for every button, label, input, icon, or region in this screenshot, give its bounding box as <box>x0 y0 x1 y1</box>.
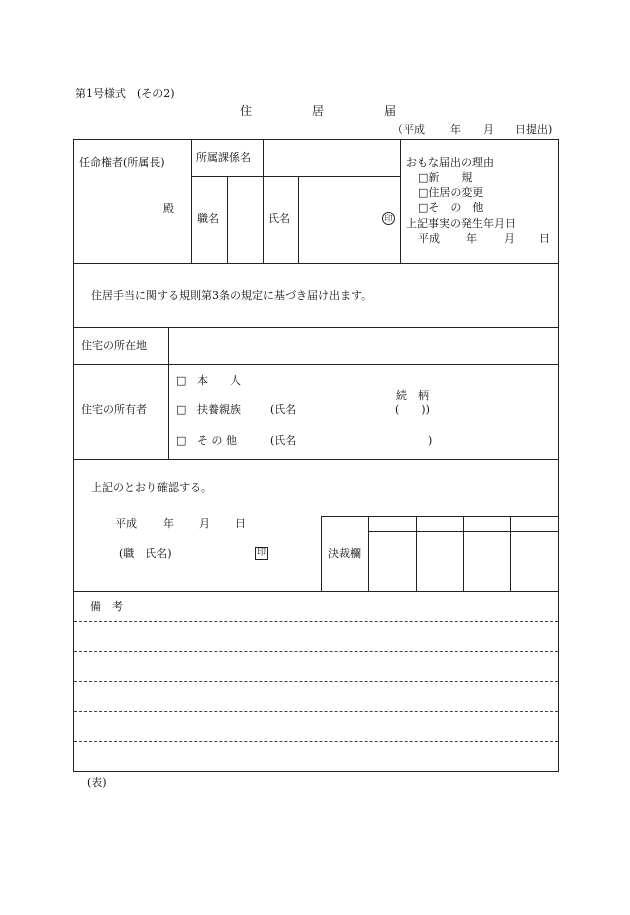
approval-col-1 <box>416 516 417 591</box>
dependent-name-open: (氏名 <box>270 403 297 416</box>
form-title-char-3: 届 <box>384 104 397 118</box>
occ-era: 平成 <box>418 232 440 245</box>
applicant-seal <box>382 212 395 225</box>
submit-date-day: 日提出) <box>515 123 553 136</box>
occ-day: 日 <box>539 232 550 245</box>
owner-other-checkbox[interactable]: □ <box>176 434 187 447</box>
reason-new[interactable]: □新 規 <box>418 171 473 184</box>
relation-paren: ( )) <box>395 403 430 416</box>
sec1-vline-e <box>298 176 299 263</box>
other-name-close: ) <box>428 434 433 447</box>
sec1-vline-a <box>191 139 192 263</box>
location-label: 住宅の所在地 <box>81 339 147 352</box>
appointer-label: 任命権者(所属長) <box>79 156 165 169</box>
approval-cell-1[interactable] <box>370 533 414 589</box>
form-frame <box>73 139 559 772</box>
submit-date-year: 年 <box>450 123 461 136</box>
official-seal <box>255 546 268 560</box>
approval-divider <box>368 516 369 591</box>
official-label: (職 氏名) <box>119 547 172 560</box>
sec3-4-vline <box>168 327 169 459</box>
reason-change[interactable]: □住居の変更 <box>418 186 484 199</box>
approval-col-2 <box>463 516 464 591</box>
approval-left-border <box>321 516 322 591</box>
approval-label: 決裁欄 <box>328 547 361 560</box>
sec1-hline <box>191 176 400 177</box>
relation-label: 続 柄 <box>396 389 429 402</box>
approval-top-border <box>321 516 559 517</box>
sec1-vline-b <box>263 139 264 263</box>
remarks-line-4 <box>74 711 558 712</box>
occ-month: 月 <box>504 232 515 245</box>
confirm-era: 平成 <box>115 517 137 530</box>
seal-round-mark: 印 <box>382 212 395 225</box>
submit-date-prefix: （平成 <box>392 123 425 136</box>
remarks-line-5 <box>74 741 558 742</box>
confirm-text: 上記のとおり確認する。 <box>91 481 212 494</box>
location-field[interactable] <box>172 333 552 359</box>
owner-dependent-label: 扶養親族 <box>197 403 241 416</box>
footer-note: (表) <box>87 776 107 789</box>
confirm-month: 月 <box>199 517 210 530</box>
reason-heading: おもな届出の理由 <box>406 156 494 169</box>
confirm-day: 日 <box>235 517 246 530</box>
dept-label: 所属課係名 <box>196 151 251 164</box>
statement-text: 住居手当に関する規則第3条の規定に基づき届け出ます。 <box>91 289 373 302</box>
approval-cell-2[interactable] <box>418 533 461 589</box>
confirm-year: 年 <box>163 517 174 530</box>
approval-cell-3[interactable] <box>465 533 508 589</box>
separator-5 <box>73 591 559 592</box>
separator-2 <box>73 327 559 328</box>
remarks-line-3 <box>74 681 558 682</box>
separator-4 <box>73 459 559 460</box>
sec1-vline-c <box>400 139 401 263</box>
owner-self-label: 本 人 <box>197 374 241 387</box>
submit-date-month: 月 <box>483 123 494 136</box>
remarks-line-1 <box>74 621 558 622</box>
form-number: 第1号様式 (その2) <box>75 87 175 100</box>
owner-label: 住宅の所有者 <box>81 403 147 416</box>
owner-self-checkbox[interactable]: □ <box>176 374 187 387</box>
owner-other-label: そ の 他 <box>197 434 237 447</box>
form-title-char-2: 居 <box>312 104 325 118</box>
occurrence-label: 上記事実の発生年月日 <box>406 217 516 230</box>
seal-square-mark: 印 <box>257 548 267 558</box>
separator-1 <box>73 263 559 264</box>
job-title-label: 職名 <box>197 212 219 225</box>
reason-other[interactable]: □そ の 他 <box>418 201 484 214</box>
sec1-vline-d <box>227 176 228 263</box>
approval-col-3 <box>510 516 511 591</box>
name-label: 氏名 <box>268 212 290 225</box>
other-name-open: (氏名 <box>270 434 297 447</box>
separator-3 <box>73 364 559 365</box>
sama-label: 殿 <box>163 202 174 215</box>
remarks-line-2 <box>74 651 558 652</box>
occ-year: 年 <box>466 232 477 245</box>
form-title-char-1: 住 <box>240 104 253 118</box>
remarks-label: 備 考 <box>90 600 123 613</box>
approval-cell-4[interactable] <box>512 533 557 589</box>
owner-dependent-checkbox[interactable]: □ <box>176 403 187 416</box>
